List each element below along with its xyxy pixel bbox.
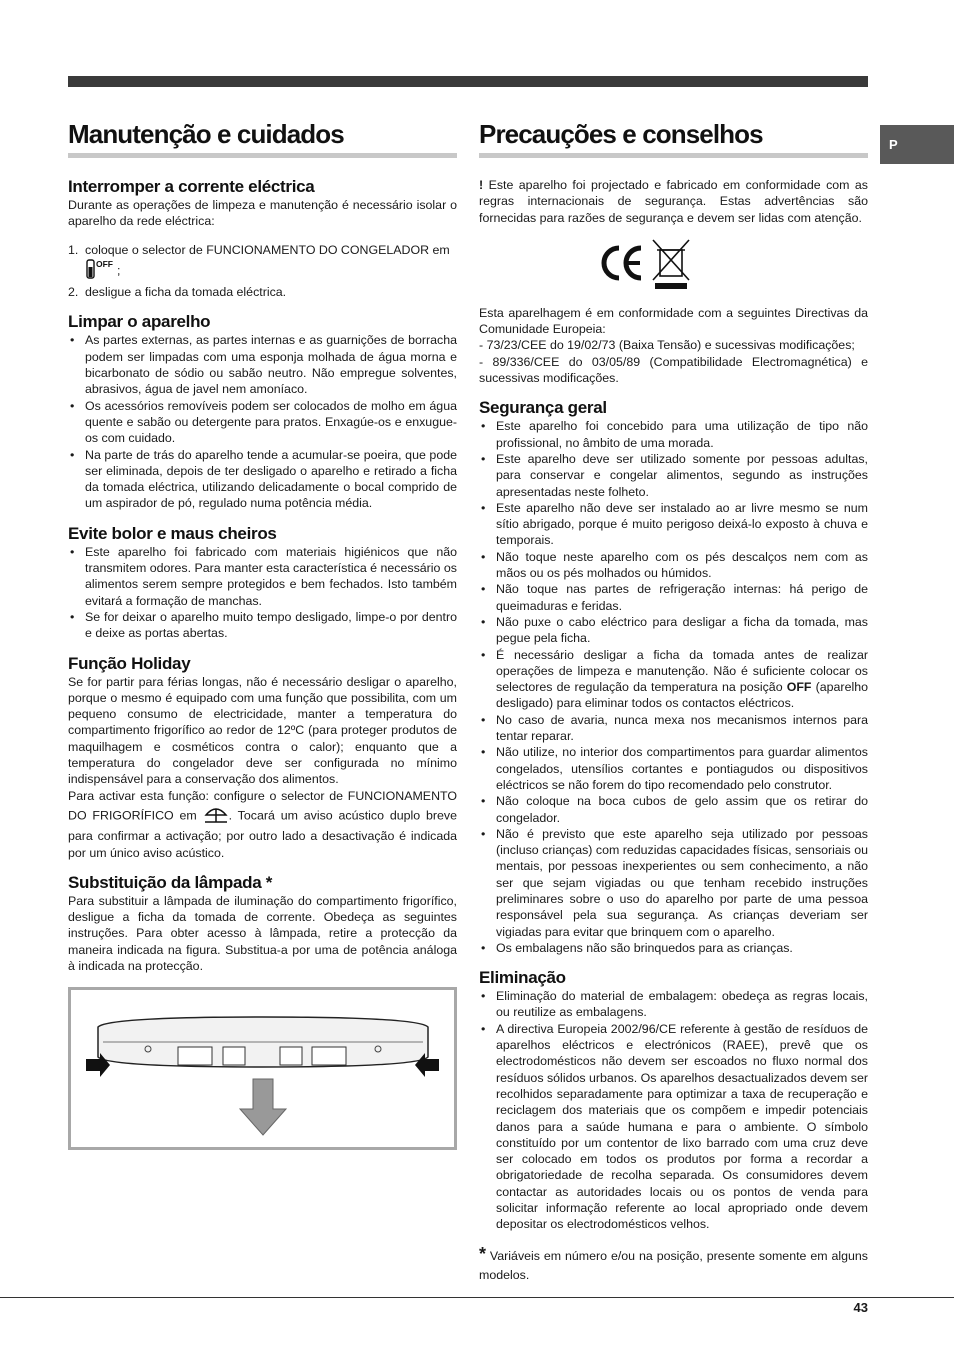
safety-list [479,418,868,956]
list-item: • Não é previsto que este aparelho seja utilizado por pessoas (incluso crianças) com reduzidas capacidades físicas, sensoriais ou mentais, por pessoas inexperientes ou sem conhecimento, a não ser que sejam vigiadas ou que tenham recebido instruções preliminares sobre o uso do aparelho por parte de uma pessoa responsável pela sua segurança. As crianças deveriam ser vigiadas para evitar que brinquem com o aparelho. [479,826,868,940]
language-tab: P [880,125,954,164]
list-item: • Se for deixar o aparelho muito tempo desligado, limpe-o por dentro e deixe as portas abertas. [68,609,457,642]
section-heading: Função Holiday [68,653,191,673]
list-item: • Não toque neste aparelho com os pés descalços nem com as mãos ou os pés molhados ou húmidos. [479,549,868,582]
section-heading: Segurança geral [479,398,607,418]
paragraph: Durante as operações de limpeza e manutenção é necessário isolar o aparelho da rede eléctrica: [68,198,457,229]
list-item: • Não coloque na boca cubos de gelo assim que os retirar do congelador. [479,793,868,826]
list-item: • Este aparelho não deve ser instalado ao ar livre mesmo se num sítio abrigado, porque é muito perigoso deixá-lo exposto à chuva e temporais. [479,500,868,549]
holiday-umbrella-icon [203,804,229,828]
list-item: • Não toque nas partes de refrigeração internas: há perigo de queimaduras e feridas. [479,581,868,614]
paragraph: - 73/23/CEE do 19/02/73 (Baixa Tensão) e sucessivas modificações; [479,338,855,353]
off-switch-icon [85,258,117,284]
maintenance-title: Manutenção e cuidados [68,118,457,158]
list-item: • Não utilize, no interior dos compartimentos para guardar alimentos congelados, utensílios cortantes e pontiagudos ou dispositivos eléctricos se não forem do tipo recomendado pelo construtor. [479,744,868,793]
list-item: • Na parte de trás do aparelho tende a acumular-se poeira, que pode ser eliminada, depois de ter desligado o aparelho e retirado a ficha da tomada eléctrica, utilizando delicadamente o bocal comprido de um aspirador de pó, regulado numa potência média. [68,447,457,512]
step-item: 2. desligue a ficha da tomada eléctrica. [68,285,287,300]
paragraph: - 89/336/CEE do 03/05/89 (Compatibilidade Electromagnética) e sucessivas modificações. [479,354,868,386]
disposal-list [479,988,868,1232]
list-item: • Eliminação do material de embalagem: obedeça as regras locais, ou reutilize as embalagens. [479,988,868,1021]
paragraph: Esta aparelhagem é em conformidade com a seguintes Directivas da Comunidade Europeia: [479,305,868,337]
footer-rule [0,1297,954,1298]
list-item: • A directiva Europeia 2002/96/CE referente à gestão de resíduos de aparelhos eléctricos e electrónicos (RAEE), prevê que os electrodomésticos não devem ser escoados no fluxo normal dos resíduos sólidos urbanos. Os aparelhos desactualizados devem ser recolhidos separadamente para optimizar a taxa de recuperação e reciclagem dos materiais que os compõem e impedir potenciais danos para a saúde humana e para o ambiente. O símbolo constituído por um contentor de lixo barrado com uma cruz deve ser colocado em todos os produtos por forma a recordar a obrigatoriedade de recolha separada. Os consumidores devem contactar as autoridades locais ou os pontos de venda para solicitar informação referente ao local apropriado onde devem depositar os electrodomésticos velhos. [479,1021,868,1233]
list-item: • Não puxe o cabo eléctrico para desligar a ficha da tomada, mas pegue pela ficha. [479,614,868,647]
list-item: • Este aparelho foi fabricado com materiais higiénicos que não transmitem odores. Para manter esta característica é necessário os alimentos serem sempre protegidos e bem fechados. Isto também evitará a formação de manchas. [68,544,457,609]
footnote: * Variáveis em número e/ou na posição, presente somente em alguns modelos. [479,1243,868,1282]
list-item: • Os acessórios removíveis podem ser colocados de molho em água quente e sabão ou detergente para pratos. Enxagúe-os e enxugue-os com cuidado. [68,398,457,447]
section-heading: Interromper a corrente eléctrica [68,177,315,196]
precautions-column [479,118,868,1285]
lamp-cover-figure [68,987,457,1150]
section-heading: Limpar o aparelho [68,312,211,332]
paragraph: Se for partir para férias longas, não é necessário desligar o aparelho, porque o mesmo é equipado com uma função que possibilita, com um pequeno consumo de electricidade, manter a temperatura do compartimento frigorífico ao redor de 12ºC (para proteger produtos de maquilhagem e cosméticos contra o calor); enquanto que a temperatura do congelador deve ser configurada no mínimo indispensável para a conservação dos alimentos. [68,674,457,787]
section-heading: Eliminação [479,968,566,988]
section-heading: Evite bolor e maus cheiros [68,523,277,543]
off-label: OFF [96,258,113,269]
list-item: • É necessário desligar a ficha da tomada antes de realizar operações de limpeza e manutenção. Não é suficiente colocar os selectores de regulação da temperatura na posição OFF (aparelho desligado) para eliminar todos os contactos eléctricos. [479,647,868,712]
list-item: • Este aparelho deve ser utilizado somente por pessoas adultas, para conservar e congelar alimentos, segundo as instruções apresentadas neste folheto. [479,451,868,500]
ce-weee-logo-icon [591,238,868,295]
paragraph: Para substituir a lâmpada de iluminação do compartimento frigorífico, desligue a ficha da tomada de corrente. Obedeça as seguintes instruções. Para obter acesso à lâmpada, retire a protecção da maneira indicada na figura. Substitua-a por uma de potência análoga à indicada na protecção. [68,893,457,973]
list-item: • Este aparelho foi concebido para uma utilização de tipo não profissional, no âmbito de uma morada. [479,418,868,451]
list-item: • As partes externas, as partes internas e as guarnições de borracha podem ser limpadas com uma esponja molhada de água morna e bicarbonato de sódio ou sabão neutro. Não empregue solventes, abrasivos, água de javel nem amoníaco. [68,332,457,397]
precautions-title: Precauções e conselhos [479,118,868,158]
list-item: • Os embalagens não são brinquedos para as crianças. [479,940,868,956]
warning-mark: ! [479,178,484,192]
section-heading: Substituição da lâmpada * [68,872,273,892]
step-item: 1. coloque o selector de FUNCIONAMENTO DO CONGELADOR em OFF ; [68,242,457,285]
footnote-mark: * [479,1243,487,1264]
paragraph: Para activar esta função: configure o selector de FUNCIONAMENTO DO FRIGORÍFICO em . Tocará um aviso acústico duplo breve para confirmar a activação; por outro lado a desactivação é indicada por um único aviso acústico. [68,788,457,860]
cleaning-list [68,332,457,511]
odour-list [68,544,457,642]
page-number: 43 [853,1300,868,1315]
list-item: • No caso de avaria, nunca mexa nos mecanismos internos para tentar reparar. [479,712,868,745]
maintenance-column [68,118,457,1150]
header-rule [68,76,868,87]
paragraph: ! Este aparelho foi projectado e fabricado em conformidade com as regras internacionais de segurança. Estas advertências são fornecidas para razões de segurança e devem ser lidas com atenção. [479,178,868,225]
steps-list [68,242,457,301]
